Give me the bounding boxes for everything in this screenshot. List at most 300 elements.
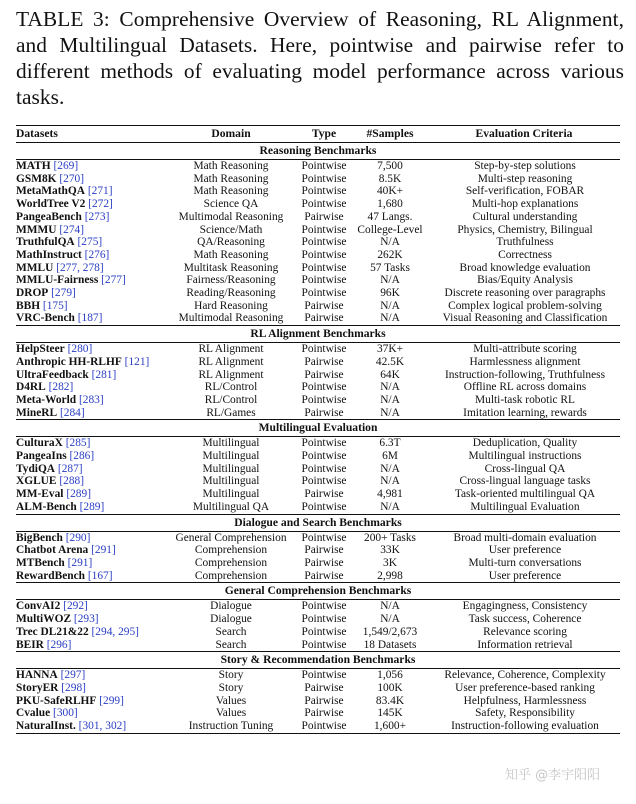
- domain-cell: RL/Control: [204, 393, 258, 406]
- type-cell: Pairwise: [304, 488, 344, 501]
- table-row: [16, 343, 620, 356]
- dataset-name: ConvAI2: [16, 600, 61, 613]
- type-cell: Pointwise: [301, 381, 347, 394]
- dataset-cell: [16, 720, 166, 733]
- type-cell: Pointwise: [301, 223, 347, 236]
- type-cell: Pointwise: [301, 343, 347, 356]
- type-cell: Pointwise: [301, 613, 347, 626]
- dataset-name: MultiWOZ: [16, 613, 72, 626]
- dataset-name: DROP: [16, 287, 49, 300]
- domain-cell: Dialogue: [210, 613, 252, 626]
- dataset-name: Trec DL21&22: [16, 625, 89, 638]
- domain-cell: Math Reasoning: [193, 248, 269, 261]
- table-row: [16, 211, 620, 224]
- type-cell: Pairwise: [304, 707, 344, 720]
- domain-cell: Multilingual: [202, 437, 260, 450]
- samples-cell: 200+ Tasks: [364, 531, 416, 544]
- dataset-cell: [16, 287, 166, 300]
- dataset-cell: [16, 185, 166, 198]
- dataset-cell: [16, 488, 166, 501]
- domain-cell: Multitask Reasoning: [183, 261, 279, 274]
- samples-cell: 1,600+: [352, 720, 428, 733]
- type-cell: Pointwise: [301, 248, 347, 261]
- criteria-cell: Physics, Chemistry, Bilingual: [457, 223, 593, 236]
- citation-link[interactable]: [291]: [91, 544, 116, 557]
- citation-link[interactable]: [187]: [77, 312, 103, 325]
- samples-cell: 2,998: [377, 569, 403, 582]
- samples-cell: N/A: [380, 393, 400, 406]
- section-header-row: [16, 583, 620, 600]
- samples-cell: 33K: [380, 544, 400, 557]
- dataset-name: UltraFeedback: [16, 368, 89, 381]
- citation-link[interactable]: [290]: [65, 531, 91, 544]
- table-row: [16, 557, 620, 570]
- criteria-cell: Discrete reasoning over paragraphs: [444, 287, 606, 300]
- criteria-cell: Cultural understanding: [472, 210, 578, 223]
- citation-link[interactable]: [301, 302]: [78, 720, 127, 733]
- criteria-cell: Task success, Coherence: [468, 613, 582, 626]
- citation-link[interactable]: [277]: [101, 274, 126, 287]
- dataset-cell: [16, 394, 166, 407]
- table-row: [16, 312, 620, 325]
- table-row: [16, 198, 620, 211]
- domain-cell: RL Alignment: [198, 355, 264, 368]
- domain-cell: RL/Games: [206, 406, 256, 419]
- dataset-name: MetaMathQA: [16, 185, 85, 198]
- section-header-row: [16, 420, 620, 437]
- type-cell: Pairwise: [304, 569, 344, 582]
- table-row: [16, 437, 620, 450]
- table-row: [16, 720, 620, 733]
- citation-link[interactable]: [284]: [60, 406, 85, 419]
- criteria-cell: Multilingual instructions: [468, 450, 582, 463]
- samples-cell: 145K: [377, 707, 403, 720]
- dataset-name: ALM-Bench: [16, 500, 77, 513]
- dataset-name: Cvalue: [16, 707, 51, 720]
- samples-cell: 96K: [380, 287, 400, 300]
- criteria-cell: Visual Reasoning and Classification: [442, 312, 608, 325]
- dataset-cell: [16, 262, 166, 275]
- table-row: [16, 160, 620, 173]
- dataset-name: GSM8K: [16, 172, 57, 185]
- criteria-cell: Deduplication, Quality: [472, 437, 578, 450]
- domain-cell: Reading/Reasoning: [186, 287, 276, 300]
- dataset-cell: [16, 437, 166, 450]
- dataset-name: BEIR: [16, 638, 44, 651]
- criteria-cell: Helpfulness, Harmlessness: [463, 694, 587, 707]
- dataset-cell: [16, 626, 166, 639]
- criteria-cell: User preference: [488, 569, 562, 582]
- table-row: [16, 381, 620, 394]
- citation-link[interactable]: [289]: [66, 488, 91, 501]
- section-title: Multilingual Evaluation: [16, 420, 620, 437]
- table-row: [16, 613, 620, 626]
- dataset-name: StoryER: [16, 681, 59, 694]
- samples-cell: N/A: [380, 406, 400, 419]
- table-row: [16, 463, 620, 476]
- dataset-cell: [16, 695, 166, 708]
- dataset-cell: [16, 274, 166, 287]
- table-row: [16, 695, 620, 708]
- table-row: [16, 501, 620, 514]
- citation-link[interactable]: [300]: [53, 707, 78, 720]
- type-cell: Pointwise: [301, 393, 347, 406]
- type-cell: Pairwise: [304, 299, 344, 312]
- section-title: RL Alignment Benchmarks: [16, 326, 620, 343]
- citation-link[interactable]: [280]: [67, 343, 93, 356]
- dataset-cell: [16, 236, 166, 249]
- citation-link[interactable]: [167]: [87, 569, 113, 582]
- dataset-cell: [16, 224, 166, 237]
- table-row: [16, 626, 620, 639]
- dataset-cell: [16, 707, 166, 720]
- type-cell: Pointwise: [301, 450, 347, 463]
- domain-cell: QA/Reasoning: [197, 236, 265, 249]
- samples-cell: 4,981: [377, 488, 403, 501]
- samples-cell: 8.5K: [378, 172, 402, 185]
- dataset-cell: [16, 211, 166, 224]
- type-cell: Pointwise: [296, 720, 352, 733]
- table-row: [16, 224, 620, 237]
- dataset-name: VRC-Bench: [16, 312, 75, 325]
- section-header-row: [16, 326, 620, 343]
- citation-link[interactable]: [275]: [77, 236, 103, 249]
- dataset-cell: [16, 300, 166, 313]
- samples-cell: 47 Langs.: [367, 210, 413, 223]
- criteria-cell: User preference-based ranking: [455, 681, 595, 694]
- domain-cell: Story: [218, 681, 244, 694]
- dataset-cell: [16, 450, 166, 463]
- dataset-cell: [16, 249, 166, 262]
- samples-cell: N/A: [380, 312, 400, 325]
- samples-cell: N/A: [380, 236, 400, 249]
- citation-link[interactable]: [175]: [42, 299, 68, 312]
- type-cell: Pointwise: [301, 531, 347, 544]
- dataset-name: Anthropic HH-RLHF: [16, 355, 122, 368]
- dataset-name: MMLU-Fairness: [16, 274, 99, 287]
- dataset-cell: [16, 544, 166, 557]
- header-datasets: Datasets: [16, 127, 58, 140]
- dataset-cell: [16, 475, 166, 488]
- citation-link[interactable]: [292]: [63, 600, 88, 613]
- header-samples: #Samples: [366, 127, 414, 140]
- domain-cell: Science/Math: [199, 223, 263, 236]
- dataset-name: RewardBench: [16, 569, 85, 582]
- section-title: Story & Recommendation Benchmarks: [16, 652, 620, 669]
- samples-cell: 83.4K: [375, 694, 405, 707]
- criteria-cell: Multi-attribute scoring: [473, 343, 577, 356]
- type-cell: Pointwise: [301, 198, 347, 211]
- samples-cell: 42.5K: [375, 355, 405, 368]
- citation-link[interactable]: [277, 278]: [56, 261, 104, 274]
- citation-link[interactable]: [276]: [84, 248, 110, 261]
- table-row: [16, 394, 620, 407]
- criteria-cell: Bias/Equity Analysis: [477, 274, 573, 287]
- dataset-name: PKU-SafeRLHF: [16, 694, 97, 707]
- criteria-cell: Cross-lingual language tasks: [459, 475, 591, 488]
- citation-link[interactable]: [288]: [59, 475, 85, 488]
- criteria-cell: Engagingness, Consistency: [462, 600, 588, 613]
- dataset-name: MMMU: [16, 223, 57, 236]
- dataset-name: Meta-World: [16, 393, 77, 406]
- domain-cell: RL Alignment: [198, 343, 264, 356]
- type-cell: Pairwise: [304, 210, 344, 223]
- dataset-cell: [16, 501, 166, 514]
- dataset-cell: [16, 463, 166, 476]
- samples-cell: College-Level: [357, 223, 423, 236]
- table-row: [16, 262, 620, 275]
- dataset-name: BigBench: [16, 531, 63, 544]
- criteria-cell: Offline RL across domains: [463, 381, 587, 394]
- table-row: [16, 356, 620, 369]
- type-cell: Pairwise: [304, 681, 344, 694]
- type-cell: Pointwise: [301, 600, 347, 613]
- criteria-cell: Correctness: [498, 248, 552, 261]
- type-cell: Pointwise: [301, 160, 347, 172]
- citation-link[interactable]: [274]: [59, 223, 85, 236]
- type-cell: Pairwise: [304, 544, 344, 557]
- domain-cell: Multilingual: [202, 475, 260, 488]
- samples-cell: N/A: [380, 381, 400, 394]
- header-domain: Domain: [211, 127, 251, 140]
- domain-cell: Multilingual: [202, 488, 260, 501]
- dataset-cell: [16, 613, 166, 626]
- citation-link[interactable]: [289]: [79, 500, 105, 513]
- type-cell: Pointwise: [301, 462, 347, 475]
- table-row: [16, 475, 620, 488]
- dataset-cell: [16, 381, 166, 394]
- table-row: [16, 407, 620, 420]
- section-title: Reasoning Benchmarks: [16, 143, 620, 160]
- criteria-cell: Harmlessness alignment: [469, 355, 581, 368]
- dataset-name: NaturalInst.: [16, 720, 76, 733]
- domain-cell: Science QA: [203, 198, 259, 211]
- citation-link[interactable]: [121]: [124, 355, 150, 368]
- table-row: [16, 639, 620, 652]
- dataset-cell: [16, 682, 166, 695]
- samples-cell: 37K+: [376, 343, 404, 356]
- dataset-name: WorldTree V2: [16, 198, 86, 211]
- dataset-name: XGLUE: [16, 475, 57, 488]
- dataset-cell: [16, 531, 166, 544]
- citation-link[interactable]: [296]: [46, 638, 72, 651]
- samples-cell: N/A: [380, 613, 400, 626]
- criteria-cell: Broad multi-domain evaluation: [453, 531, 597, 544]
- dataset-name: MTBench: [16, 556, 65, 569]
- datasets-table-container: [16, 125, 620, 734]
- dataset-name: CulturaX: [16, 437, 63, 450]
- criteria-cell: Broad knowledge evaluation: [459, 261, 591, 274]
- criteria-cell: Multi-hop explanations: [471, 198, 579, 211]
- type-cell: Pointwise: [301, 475, 347, 488]
- table-row: [16, 450, 620, 463]
- citation-link[interactable]: [281]: [91, 368, 117, 381]
- citation-link[interactable]: [272]: [88, 198, 113, 211]
- citation-link[interactable]: [298]: [61, 681, 86, 694]
- domain-cell: Math Reasoning: [193, 160, 269, 172]
- table-row: [16, 544, 620, 557]
- table-row: [16, 707, 620, 720]
- domain-cell: Multilingual QA: [192, 500, 270, 513]
- type-cell: Pairwise: [304, 368, 344, 381]
- dataset-cell: [16, 312, 166, 325]
- domain-cell: Hard Reasoning: [194, 299, 268, 312]
- section-header-row: [16, 143, 620, 160]
- samples-cell: 3K: [383, 556, 397, 569]
- dataset-cell: [16, 343, 166, 356]
- domain-cell: Math Reasoning: [193, 172, 269, 185]
- citation-link[interactable]: [283]: [78, 393, 104, 406]
- domain-cell: Multimodal Reasoning: [178, 210, 284, 223]
- citation-link[interactable]: [269]: [53, 160, 79, 172]
- dataset-name: MM-Eval: [16, 488, 64, 501]
- domain-cell: RL/Control: [204, 381, 258, 394]
- citation-link[interactable]: [294, 295]: [91, 625, 139, 638]
- dataset-cell: [16, 356, 166, 369]
- citation-link[interactable]: [285]: [65, 437, 91, 450]
- dataset-name: MATH: [16, 160, 51, 172]
- samples-cell: N/A: [380, 600, 400, 613]
- dataset-cell: [16, 557, 166, 570]
- criteria-cell: Step-by-step solutions: [474, 160, 576, 172]
- dataset-name: HelpSteer: [16, 343, 65, 356]
- citation-link[interactable]: [273]: [84, 210, 110, 223]
- type-cell: Pointwise: [301, 236, 347, 249]
- domain-cell: Multilingual: [202, 462, 260, 475]
- domain-cell: RL Alignment: [198, 368, 264, 381]
- domain-cell: General Comprehension: [175, 531, 287, 544]
- dataset-name: TruthfulQA: [16, 236, 75, 249]
- table-body: [16, 143, 620, 734]
- domain-cell: Search: [215, 638, 247, 651]
- table-row: [16, 300, 620, 313]
- type-cell: Pointwise: [301, 437, 347, 450]
- dataset-cell: [16, 669, 166, 682]
- table-row: [16, 570, 620, 583]
- citation-link[interactable]: [279]: [51, 287, 76, 300]
- section-title: General Comprehension Benchmarks: [16, 583, 620, 600]
- dataset-cell: [16, 570, 166, 583]
- citation-link[interactable]: [282]: [48, 381, 74, 394]
- dataset-name: MineRL: [16, 406, 58, 419]
- dataset-name: HANNA: [16, 669, 58, 682]
- type-cell: Pairwise: [304, 694, 344, 707]
- samples-cell: 57 Tasks: [370, 261, 410, 274]
- citation-link[interactable]: [287]: [57, 462, 83, 475]
- citation-link[interactable]: [271]: [87, 185, 113, 198]
- citation-link[interactable]: [291]: [67, 556, 93, 569]
- citation-link[interactable]: [286]: [69, 450, 95, 463]
- criteria-cell: Multilingual Evaluation: [470, 500, 580, 513]
- domain-cell: Comprehension: [194, 569, 268, 582]
- table-row: [16, 669, 620, 682]
- criteria-cell: Self-verification, FOBAR: [465, 185, 585, 198]
- criteria-cell: Imitation learning, rewards: [463, 406, 587, 419]
- dataset-name: MMLU: [16, 261, 54, 274]
- type-cell: Pairwise: [304, 406, 344, 419]
- criteria-cell: Multi-turn conversations: [468, 556, 582, 569]
- type-cell: Pairwise: [304, 312, 344, 325]
- table-row: [16, 274, 620, 287]
- domain-cell: Math Reasoning: [193, 185, 269, 198]
- criteria-cell: Complex logical problem-solving: [448, 299, 602, 312]
- type-cell: Pointwise: [301, 287, 347, 300]
- header-criteria: Evaluation Criteria: [475, 127, 573, 140]
- samples-cell: N/A: [380, 475, 400, 488]
- domain-cell: Dialogue: [210, 600, 252, 613]
- domain-cell: Multilingual: [202, 450, 260, 463]
- samples-cell: N/A: [380, 462, 400, 475]
- samples-cell: N/A: [380, 500, 400, 513]
- datasets-table: [16, 125, 620, 734]
- section-header-row: [16, 514, 620, 531]
- samples-cell: 40K+: [376, 185, 404, 198]
- section-header-row: [16, 652, 620, 669]
- citation-link[interactable]: [270]: [59, 172, 85, 185]
- dataset-cell: [16, 369, 166, 382]
- table-row: [16, 369, 620, 382]
- section-title: Dialogue and Search Benchmarks: [16, 514, 620, 531]
- domain-cell: Multimodal Reasoning: [178, 312, 284, 325]
- criteria-cell: Multi-task robotic RL: [475, 393, 575, 406]
- samples-cell: 1,680: [377, 198, 403, 211]
- domain-cell: Values: [215, 694, 247, 707]
- samples-cell: 100K: [377, 681, 403, 694]
- citation-link[interactable]: [297]: [60, 669, 86, 682]
- table-row: [16, 682, 620, 695]
- dataset-cell: [16, 173, 166, 186]
- table-row: [16, 287, 620, 300]
- samples-cell: 7,500: [377, 160, 403, 172]
- samples-cell: 262K: [377, 248, 403, 261]
- type-cell: Pointwise: [301, 638, 347, 651]
- samples-cell: N/A: [380, 274, 400, 287]
- samples-cell: 18 Datasets: [363, 638, 417, 651]
- watermark: 知乎 @李宇阳阳: [505, 768, 601, 783]
- samples-cell: 1,056: [377, 669, 403, 682]
- criteria-cell: Truthfulness: [496, 236, 554, 249]
- table-row: [16, 185, 620, 198]
- type-cell: Pointwise: [301, 172, 347, 185]
- dataset-cell: [16, 639, 166, 652]
- citation-link[interactable]: [293]: [73, 613, 99, 626]
- table-row: [16, 488, 620, 501]
- header-type: Type: [311, 127, 337, 140]
- samples-cell: N/A: [380, 299, 400, 312]
- dataset-cell: [16, 407, 166, 420]
- dataset-cell: [16, 198, 166, 211]
- type-cell: Pointwise: [301, 274, 347, 287]
- criteria-cell: Cross-lingual QA: [484, 462, 566, 475]
- type-cell: Pointwise: [301, 500, 347, 513]
- domain-cell: Instruction Tuning: [166, 720, 296, 733]
- criteria-cell: Relevance, Coherence, Complexity: [444, 669, 606, 682]
- citation-link[interactable]: [299]: [99, 694, 124, 707]
- table-row: [16, 173, 620, 186]
- table-row: [16, 531, 620, 544]
- dataset-name: Chatbot Arena: [16, 544, 89, 557]
- domain-cell: Comprehension: [194, 556, 268, 569]
- criteria-cell: Safety, Responsibility: [475, 707, 575, 720]
- samples-cell: 6M: [382, 450, 398, 463]
- dataset-name: MathInstruct: [16, 248, 82, 261]
- type-cell: Pointwise: [301, 185, 347, 198]
- domain-cell: Values: [215, 707, 247, 720]
- criteria-cell: User preference: [488, 544, 562, 557]
- domain-cell: Comprehension: [194, 544, 268, 557]
- dataset-name: PangeaBench: [16, 210, 82, 223]
- table-header-row: [16, 126, 620, 143]
